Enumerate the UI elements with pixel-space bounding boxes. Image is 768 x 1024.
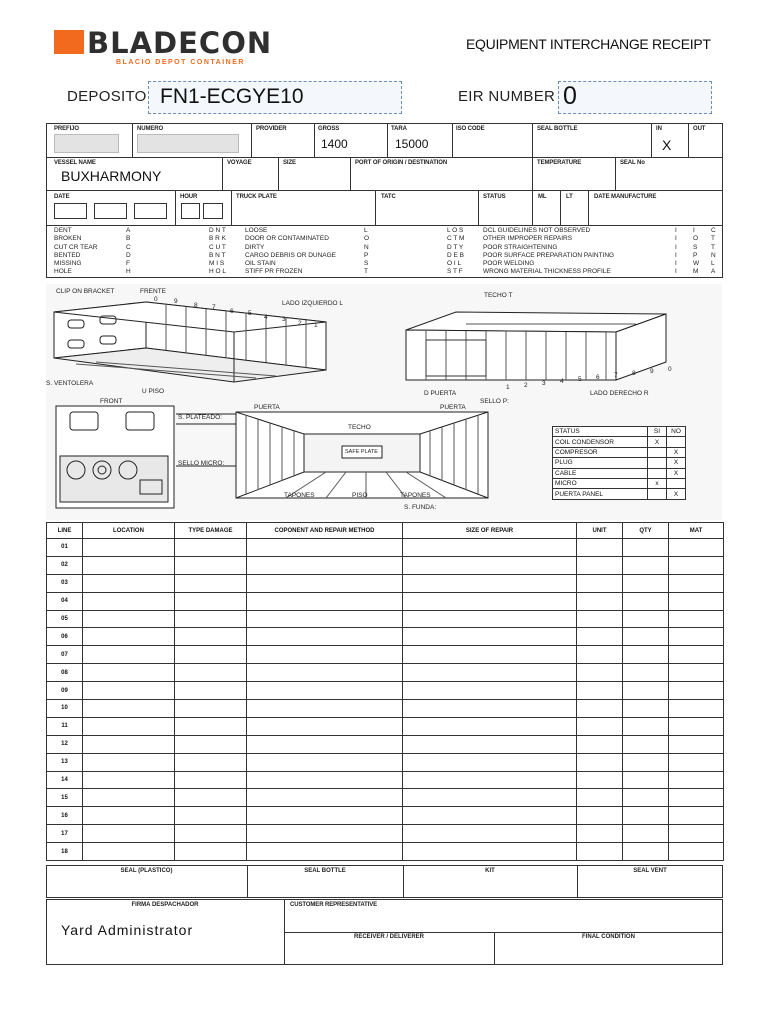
type-damage-cell[interactable]: [175, 700, 247, 718]
deposito-label: DEPOSITO: [67, 88, 147, 105]
size-of-repair-cell[interactable]: [403, 843, 577, 861]
size-of-repair-cell[interactable]: [403, 556, 577, 574]
component-repair-cell[interactable]: [247, 735, 403, 753]
provider-label: PROVIDER: [256, 126, 287, 132]
mat-cell[interactable]: [669, 646, 724, 664]
table-row: [47, 825, 724, 843]
size-of-repair-cell[interactable]: [403, 610, 577, 628]
clip-on-bracket-label: CLIP ON BRACKET: [56, 288, 115, 295]
size-of-repair-header: SIZE OF REPAIR: [403, 523, 577, 539]
gross-label: GROSS: [318, 126, 340, 132]
component-repair-cell[interactable]: [247, 789, 403, 807]
table-row: [47, 682, 724, 700]
right-number-3: 3: [542, 380, 546, 387]
qty-cell[interactable]: [623, 664, 669, 682]
logo-mark-icon: [54, 30, 84, 54]
status-item-name: PLUG: [553, 458, 648, 468]
mat-cell[interactable]: [669, 610, 724, 628]
size-of-repair-cell[interactable]: [403, 682, 577, 700]
qty-cell[interactable]: [623, 592, 669, 610]
type-damage-cell[interactable]: [175, 610, 247, 628]
size-of-repair-cell[interactable]: [403, 807, 577, 825]
front-number-5: 5: [248, 310, 252, 317]
tapones-left-label: TAPONES: [284, 492, 315, 499]
puerta-right-label: PUERTA: [440, 404, 466, 411]
type-damage-cell[interactable]: [175, 628, 247, 646]
tatc-label: TATC: [381, 194, 396, 200]
table-row: [47, 574, 724, 592]
damage-descriptions: LOOSE DOOR OR CONTAMINATED DIRTY CARGO DEBRIS OR DUNAGE OIL STAIN STIFF PR FROZEN: [245, 227, 337, 276]
qty-cell[interactable]: [623, 556, 669, 574]
mat-cell[interactable]: [669, 753, 724, 771]
size-of-repair-cell[interactable]: [403, 664, 577, 682]
unit-cell[interactable]: [577, 753, 623, 771]
front-label: FRONT: [100, 398, 123, 405]
component-repair-cell[interactable]: [247, 771, 403, 789]
location-cell[interactable]: [83, 753, 175, 771]
component-repair-cell[interactable]: [247, 646, 403, 664]
mat-cell[interactable]: [669, 628, 724, 646]
mat-cell[interactable]: [669, 825, 724, 843]
right-number-7: 7: [614, 372, 618, 379]
repair-letters: L O N P S T: [364, 227, 370, 276]
size-of-repair-cell[interactable]: [403, 628, 577, 646]
port-label: PORT OF ORIGIN / DESTINATION: [355, 160, 448, 166]
status-no-cell[interactable]: X: [667, 458, 686, 468]
piso-label: PISO: [352, 492, 368, 499]
table-row: [47, 753, 724, 771]
seal-no-label: SEAL No: [620, 160, 645, 166]
ml-label: ML: [538, 194, 547, 200]
date-year-field[interactable]: [134, 203, 167, 219]
temperature-label: TEMPERATURE: [537, 160, 582, 166]
location-cell[interactable]: [83, 771, 175, 789]
component-repair-cell[interactable]: [247, 807, 403, 825]
table-row: [47, 628, 724, 646]
line-number-cell: 13: [47, 753, 83, 771]
lt-label: LT: [566, 194, 573, 200]
repair-descriptions: DCL GUIDELINES NOT OBSERVED OTHER IMPROPER REPAIRS POOR STRAIGHTENING POOR SURFACE PREPARATION PAINTING POOR WELDING WRONG MATERIAL THICKNESS PROFILE: [483, 227, 615, 276]
table-row: [47, 610, 724, 628]
line-number-cell: 08: [47, 664, 83, 682]
component-repair-cell[interactable]: [247, 682, 403, 700]
status-item-name: COMPRESOR: [553, 447, 648, 457]
unit-cell[interactable]: [577, 664, 623, 682]
voyage-label: VOYAGE: [227, 160, 252, 166]
mat-cell[interactable]: [669, 556, 724, 574]
component-repair-cell[interactable]: [247, 556, 403, 574]
mat-cell[interactable]: [669, 574, 724, 592]
puerta-left-label: PUERTA: [254, 404, 280, 411]
right-number-2: 2: [524, 382, 528, 389]
component-repair-cell[interactable]: [247, 628, 403, 646]
status-no-cell[interactable]: X: [667, 447, 686, 457]
right-number-6: 6: [596, 374, 600, 381]
type-damage-cell[interactable]: [175, 539, 247, 557]
qty-cell[interactable]: [623, 646, 669, 664]
location-cell[interactable]: [83, 717, 175, 735]
front-number-2: 2: [298, 320, 302, 327]
type-damage-cell[interactable]: [175, 807, 247, 825]
right-number-0: 0: [668, 366, 672, 373]
mat-cell[interactable]: [669, 700, 724, 718]
qty-header: QTY: [623, 523, 669, 539]
prefijo-label: PREFIJO: [54, 126, 79, 132]
location-cell[interactable]: [83, 735, 175, 753]
qty-cell[interactable]: [623, 735, 669, 753]
unit-cell[interactable]: [577, 574, 623, 592]
deposito-value: FN1-ECGYE10: [160, 85, 304, 108]
u-piso-label: U PISO: [142, 388, 165, 395]
code-column-last: C T T N L A: [711, 227, 716, 276]
table-header-row: [47, 523, 724, 539]
final-condition-label: FINAL CONDITION: [582, 934, 635, 940]
right-number-1: 1: [506, 384, 510, 391]
line-number-cell: 06: [47, 628, 83, 646]
type-damage-header: TYPE DAMAGE: [175, 523, 247, 539]
size-of-repair-cell[interactable]: [403, 539, 577, 557]
eir-number-field[interactable]: [558, 81, 712, 114]
right-number-8: 8: [632, 370, 636, 377]
unit-cell[interactable]: [577, 539, 623, 557]
unit-cell[interactable]: [577, 771, 623, 789]
status-no-cell[interactable]: X: [667, 489, 686, 499]
location-cell[interactable]: [83, 843, 175, 861]
status-si-cell[interactable]: [648, 458, 667, 468]
frente-label: FRENTE: [140, 288, 166, 295]
firma-despachador-label: FIRMA DESPACHADOR: [131, 902, 199, 908]
code-column-iosp: I O S P W M: [693, 227, 700, 276]
front-number-1: 1: [314, 322, 318, 329]
unit-cell[interactable]: [577, 682, 623, 700]
type-damage-cell[interactable]: [175, 843, 247, 861]
size-of-repair-cell[interactable]: [403, 753, 577, 771]
damage-lines-body: [47, 539, 724, 861]
tapones-right-label: TAPONES: [400, 492, 431, 499]
mat-cell[interactable]: [669, 592, 724, 610]
line-number-cell: 14: [47, 771, 83, 789]
qty-cell[interactable]: [623, 610, 669, 628]
size-of-repair-cell[interactable]: [403, 574, 577, 592]
type-damage-cell[interactable]: [175, 574, 247, 592]
no-header: NO: [667, 427, 686, 437]
lado-izquierdo-label: LADO IZQUIERDO L: [282, 300, 344, 307]
s-funda-label: S. FUNDA:: [404, 504, 437, 511]
line-number-cell: 07: [47, 646, 83, 664]
size-of-repair-cell[interactable]: [403, 789, 577, 807]
mat-cell[interactable]: [669, 807, 724, 825]
size-label: SIZE: [283, 160, 296, 166]
table-row: [47, 771, 724, 789]
status-item-name: MICRO: [553, 478, 648, 488]
front-number-8: 8: [194, 302, 198, 309]
status-item-name: CABLE: [553, 468, 648, 478]
date-month-field[interactable]: [94, 203, 127, 219]
mat-cell[interactable]: [669, 664, 724, 682]
customer-representative-label: CUSTOMER REPRESENTATIVE: [290, 902, 378, 908]
component-repair-cell[interactable]: [247, 574, 403, 592]
unit-cell[interactable]: [577, 556, 623, 574]
damage-types: DENT BROKEN CUT CR TEAR BENTED MISSING HOLE: [54, 227, 98, 276]
line-number-cell: 17: [47, 825, 83, 843]
unit-cell[interactable]: [577, 843, 623, 861]
vessel-name-value: BUXHARMONY: [61, 168, 162, 184]
document-title: EQUIPMENT INTERCHANGE RECEIPT: [466, 36, 711, 52]
damage-codes: D N T B R K C U T B N T M I S H O L: [209, 227, 226, 276]
date-manufacture-label: DATE MANUFACTURE: [594, 194, 657, 200]
status-si-cell[interactable]: x: [648, 478, 667, 488]
table-row: [47, 735, 724, 753]
location-cell[interactable]: [83, 700, 175, 718]
logo-subtitle: BLACIO DEPOT CONTAINER: [116, 59, 245, 66]
type-damage-cell[interactable]: [175, 664, 247, 682]
front-number-3: 3: [282, 316, 286, 323]
tara-value: 15000: [395, 137, 429, 151]
line-number-cell: 16: [47, 807, 83, 825]
component-repair-header: COPONENT AND REPAIR METHOD: [247, 523, 403, 539]
status-si-cell[interactable]: [648, 489, 667, 499]
kit-label: KIT: [485, 868, 495, 874]
size-of-repair-cell[interactable]: [403, 592, 577, 610]
component-repair-cell[interactable]: [247, 753, 403, 771]
qty-cell[interactable]: [623, 789, 669, 807]
location-cell[interactable]: [83, 664, 175, 682]
eir-number-value: 0: [563, 82, 577, 110]
code-column-i: I I I I I I: [675, 227, 677, 276]
table-row: [47, 592, 724, 610]
prefijo-field[interactable]: [54, 134, 119, 153]
line-number-cell: 05: [47, 610, 83, 628]
table-row: [47, 717, 724, 735]
iso-code-label: ISO CODE: [456, 126, 485, 132]
line-number-cell: 04: [47, 592, 83, 610]
location-cell[interactable]: [83, 610, 175, 628]
location-cell[interactable]: [83, 807, 175, 825]
in-label: IN: [656, 126, 662, 132]
line-number-cell: 15: [47, 789, 83, 807]
status-no-cell[interactable]: X: [667, 468, 686, 478]
line-number-cell: 03: [47, 574, 83, 592]
type-damage-cell[interactable]: [175, 735, 247, 753]
mat-cell[interactable]: [669, 771, 724, 789]
qty-cell[interactable]: [623, 682, 669, 700]
unit-cell[interactable]: [577, 592, 623, 610]
component-repair-cell[interactable]: [247, 610, 403, 628]
component-repair-cell[interactable]: [247, 825, 403, 843]
line-header: LINE: [47, 523, 83, 539]
type-damage-cell[interactable]: [175, 771, 247, 789]
size-of-repair-cell[interactable]: [403, 717, 577, 735]
table-row: [47, 700, 724, 718]
table-row: [47, 807, 724, 825]
front-number-0: 0: [154, 296, 158, 303]
unit-cell[interactable]: [577, 700, 623, 718]
damage-lines-table: [46, 522, 724, 861]
in-value: X: [662, 137, 672, 153]
qty-cell[interactable]: [623, 825, 669, 843]
right-number-4: 4: [560, 378, 564, 385]
component-repair-cell[interactable]: [247, 700, 403, 718]
truck-plate-label: TRUCK PLATE: [236, 194, 277, 200]
right-number-5: 5: [578, 376, 582, 383]
unit-cell[interactable]: [577, 610, 623, 628]
numero-field[interactable]: [137, 134, 239, 153]
line-number-cell: 01: [47, 539, 83, 557]
unit-cell[interactable]: [577, 825, 623, 843]
location-cell[interactable]: [83, 789, 175, 807]
damage-codes-legend: [46, 225, 723, 278]
location-cell[interactable]: [83, 682, 175, 700]
location-cell[interactable]: [83, 556, 175, 574]
type-damage-cell[interactable]: [175, 646, 247, 664]
table-row: [47, 664, 724, 682]
gross-value: 1400: [321, 137, 348, 151]
location-cell[interactable]: [83, 574, 175, 592]
reefer-status-table: [552, 426, 686, 500]
qty-cell[interactable]: [623, 539, 669, 557]
repair-codes: L O S C T M D T Y D E B O I L S T F: [447, 227, 465, 276]
status-label: STATUS: [483, 194, 506, 200]
line-number-cell: 02: [47, 556, 83, 574]
hour-field[interactable]: [181, 203, 200, 219]
line-number-cell: 11: [47, 717, 83, 735]
front-number-9: 9: [174, 298, 178, 305]
hour-label: HOUR: [180, 194, 198, 200]
table-row: [47, 789, 724, 807]
lado-derecho-label: LADO DERECHO R: [590, 390, 649, 397]
company-logo: [54, 26, 316, 74]
line-number-cell: 12: [47, 735, 83, 753]
location-cell[interactable]: [83, 539, 175, 557]
unit-cell[interactable]: [577, 735, 623, 753]
table-row: [47, 646, 724, 664]
mat-cell[interactable]: [669, 843, 724, 861]
line-number-cell: 09: [47, 682, 83, 700]
type-damage-cell[interactable]: [175, 753, 247, 771]
status-si-cell[interactable]: X: [648, 437, 667, 447]
unit-cell[interactable]: [577, 789, 623, 807]
unit-header: UNIT: [577, 523, 623, 539]
numero-label: NUMERO: [137, 126, 164, 132]
s-ventolera-label: S. VENTOLERA: [46, 380, 94, 387]
table-row: [47, 556, 724, 574]
sello-p-label: SELLO P:: [480, 398, 509, 405]
si-header: SI: [648, 427, 667, 437]
vessel-name-label: VESSEL NAME: [54, 160, 96, 166]
firma-despachador-value: Yard Administrator: [61, 922, 194, 938]
minute-field[interactable]: [203, 203, 223, 219]
component-repair-cell[interactable]: [247, 717, 403, 735]
status-header: STATUS: [553, 427, 648, 437]
location-cell[interactable]: [83, 592, 175, 610]
unit-cell[interactable]: [577, 628, 623, 646]
location-header: LOCATION: [83, 523, 175, 539]
mat-cell[interactable]: [669, 682, 724, 700]
unit-cell[interactable]: [577, 717, 623, 735]
status-item-name: PUERTA PANEL: [553, 489, 648, 499]
status-item-name: COIL CONDENSOR: [553, 437, 648, 447]
sello-micro-label: SELLO MICRO:: [178, 460, 225, 467]
date-label: DATE: [54, 194, 70, 200]
right-number-9: 9: [650, 368, 654, 375]
line-number-cell: 10: [47, 700, 83, 718]
table-row: [47, 843, 724, 861]
safe-plate-label: SAFE PLATE: [345, 449, 378, 455]
front-number-6: 6: [230, 308, 234, 315]
status-no-cell[interactable]: [667, 478, 686, 488]
location-cell[interactable]: [83, 825, 175, 843]
logo-text: BLADECON: [87, 26, 273, 60]
status-no-cell[interactable]: [667, 437, 686, 447]
line-number-cell: 18: [47, 843, 83, 861]
front-number-7: 7: [212, 304, 216, 311]
mat-cell[interactable]: [669, 789, 724, 807]
seal-bottle-label: SEAL BOTTLE: [537, 126, 578, 132]
unit-cell[interactable]: [577, 807, 623, 825]
component-repair-cell[interactable]: [247, 664, 403, 682]
size-of-repair-cell[interactable]: [403, 825, 577, 843]
qty-cell[interactable]: [623, 717, 669, 735]
mat-cell[interactable]: [669, 539, 724, 557]
type-damage-cell[interactable]: [175, 717, 247, 735]
damage-letters: A B C D F H: [126, 227, 131, 276]
front-number-4: 4: [264, 314, 268, 321]
component-repair-cell[interactable]: [247, 592, 403, 610]
qty-cell[interactable]: [623, 574, 669, 592]
receiver-deliverer-label: RECEIVER / DELIVERER: [353, 934, 424, 940]
mat-header: MAT: [669, 523, 724, 539]
qty-cell[interactable]: [623, 628, 669, 646]
type-damage-cell[interactable]: [175, 825, 247, 843]
seal-bottle-footer-label: SEAL BOTTLE: [304, 868, 346, 874]
out-label: OUT: [693, 126, 706, 132]
d-puerta-label: D PUERTA: [424, 390, 457, 397]
seal-plastico-label: SEAL (PLASTICO): [120, 868, 173, 874]
tara-label: TARA: [391, 126, 407, 132]
type-damage-cell[interactable]: [175, 682, 247, 700]
qty-cell[interactable]: [623, 807, 669, 825]
component-repair-cell[interactable]: [247, 539, 403, 557]
qty-cell[interactable]: [623, 843, 669, 861]
type-damage-cell[interactable]: [175, 592, 247, 610]
unit-cell[interactable]: [577, 646, 623, 664]
techo-label: TECHO: [348, 424, 371, 431]
qty-cell[interactable]: [623, 753, 669, 771]
qty-cell[interactable]: [623, 700, 669, 718]
mat-cell[interactable]: [669, 735, 724, 753]
component-repair-cell[interactable]: [247, 843, 403, 861]
techo-t-label: TECHO T: [484, 292, 513, 299]
size-of-repair-cell[interactable]: [403, 735, 577, 753]
type-damage-cell[interactable]: [175, 556, 247, 574]
status-si-cell[interactable]: [648, 468, 667, 478]
seal-vent-label: SEAL VENT: [633, 868, 667, 874]
size-of-repair-cell[interactable]: [403, 771, 577, 789]
size-of-repair-cell[interactable]: [403, 646, 577, 664]
eir-number-label: EIR NUMBER: [458, 88, 556, 105]
qty-cell[interactable]: [623, 771, 669, 789]
location-cell[interactable]: [83, 628, 175, 646]
type-damage-cell[interactable]: [175, 789, 247, 807]
status-si-cell[interactable]: [648, 447, 667, 457]
table-row: [47, 539, 724, 557]
size-of-repair-cell[interactable]: [403, 700, 577, 718]
date-day-field[interactable]: [54, 203, 87, 219]
mat-cell[interactable]: [669, 717, 724, 735]
s-plateado-label: S. PLATEADO:: [178, 414, 222, 421]
location-cell[interactable]: [83, 646, 175, 664]
